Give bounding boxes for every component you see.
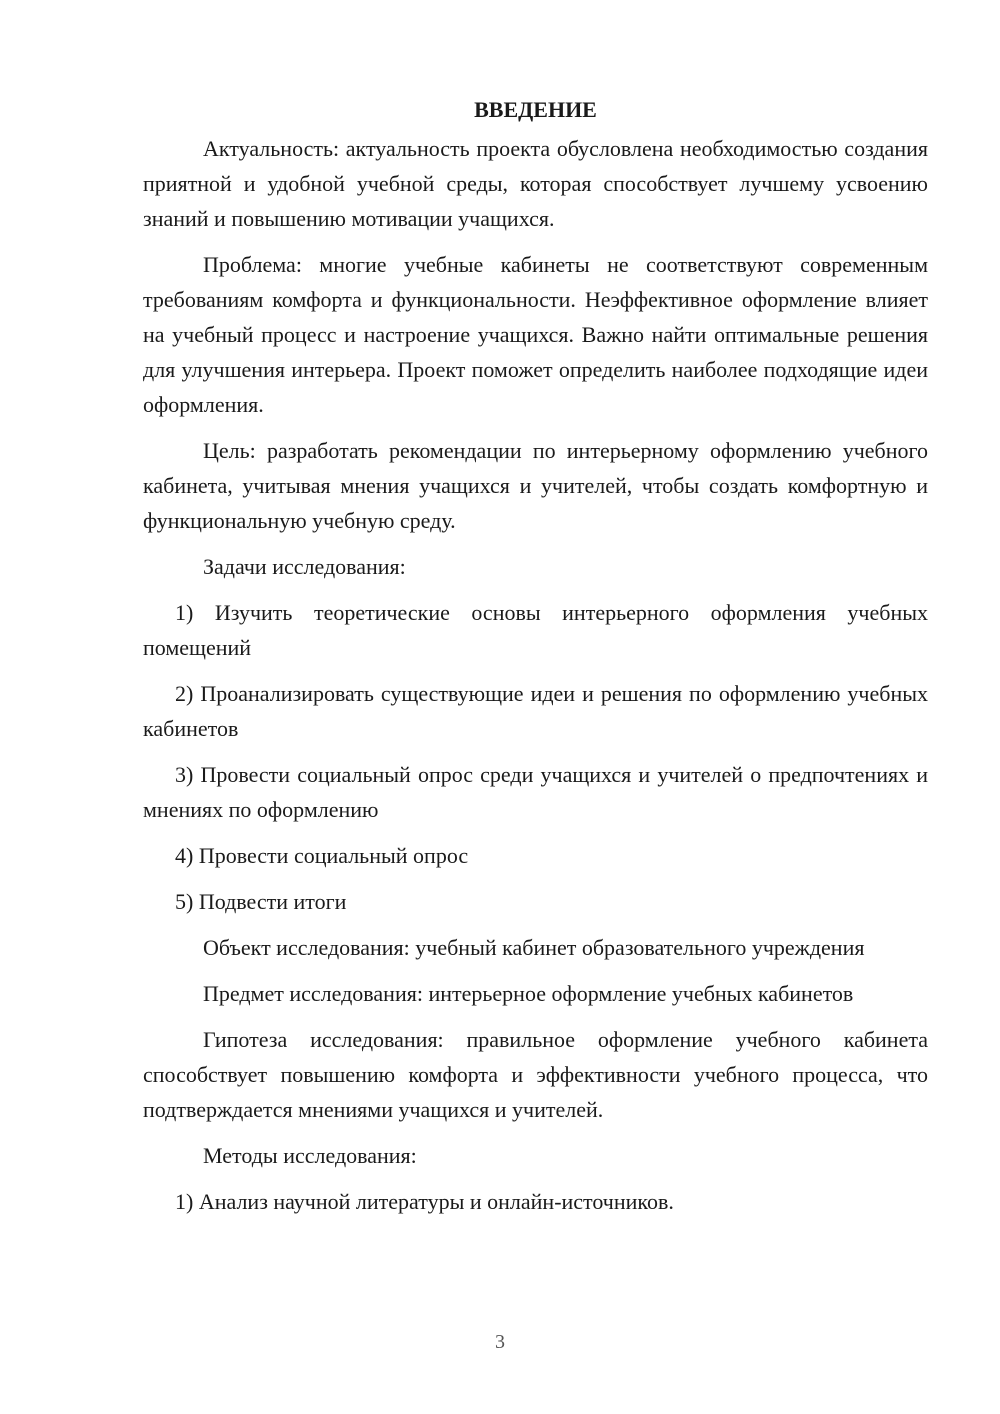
task-item-5: 5) Подвести итоги xyxy=(175,889,347,914)
page-number: 3 xyxy=(495,1331,505,1353)
paragraph-methods-heading: Методы исследования: xyxy=(203,1143,417,1168)
method-item-1: 1) Анализ научной литературы и онлайн-источников. xyxy=(175,1189,674,1214)
task-item-4: 4) Провести социальный опрос xyxy=(175,843,469,868)
document-page xyxy=(143,92,928,1230)
paragraph-subject: Предмет исследования: интерьерное оформление учебных кабинетов xyxy=(203,981,854,1006)
task-item-1: 1) Изучить теоретические основы интерьерного оформления учебных помещений xyxy=(143,600,928,660)
paragraph-relevance: Актуальность: актуальность проекта обусловлена необходимостью создания приятной и удобной учебной среды, которая способствует лучшему усвоению знаний и повышению мотивации учащихся. xyxy=(143,136,928,231)
task-item-2: 2) Проанализировать существующие идеи и решения по оформлению учебных кабинетов xyxy=(143,681,928,741)
page-title: ВВЕДЕНИЕ xyxy=(474,97,597,122)
task-item-3: 3) Провести социальный опрос среди учащихся и учителей о предпочтениях и мнениях по оформлению xyxy=(143,762,928,822)
paragraph-object: Объект исследования: учебный кабинет образовательного учреждения xyxy=(203,935,865,960)
paragraph-problem: Проблема: многие учебные кабинеты не соответствуют современным требованиям комфорта и функциональности. Неэффективное оформление влияет на учебный процесс и настроение учащихся. Важно найти оптимальные решения для улучшения интерьера. Проект поможет определить наиболее подходящие идеи оформления. xyxy=(143,252,928,417)
paragraph-hypothesis: Гипотеза исследования: правильное оформление учебного кабинета способствует повышению комфорта и эффективности учебного процесса, что подтверждается мнениями учащихся и учителей. xyxy=(143,1027,928,1122)
paragraph-tasks-heading: Задачи исследования: xyxy=(203,554,406,579)
paragraph-goal: Цель: разработать рекомендации по интерьерному оформлению учебного кабинета, учитывая мнения учащихся и учителей, чтобы создать комфортную и функциональную учебную среду. xyxy=(143,438,928,533)
